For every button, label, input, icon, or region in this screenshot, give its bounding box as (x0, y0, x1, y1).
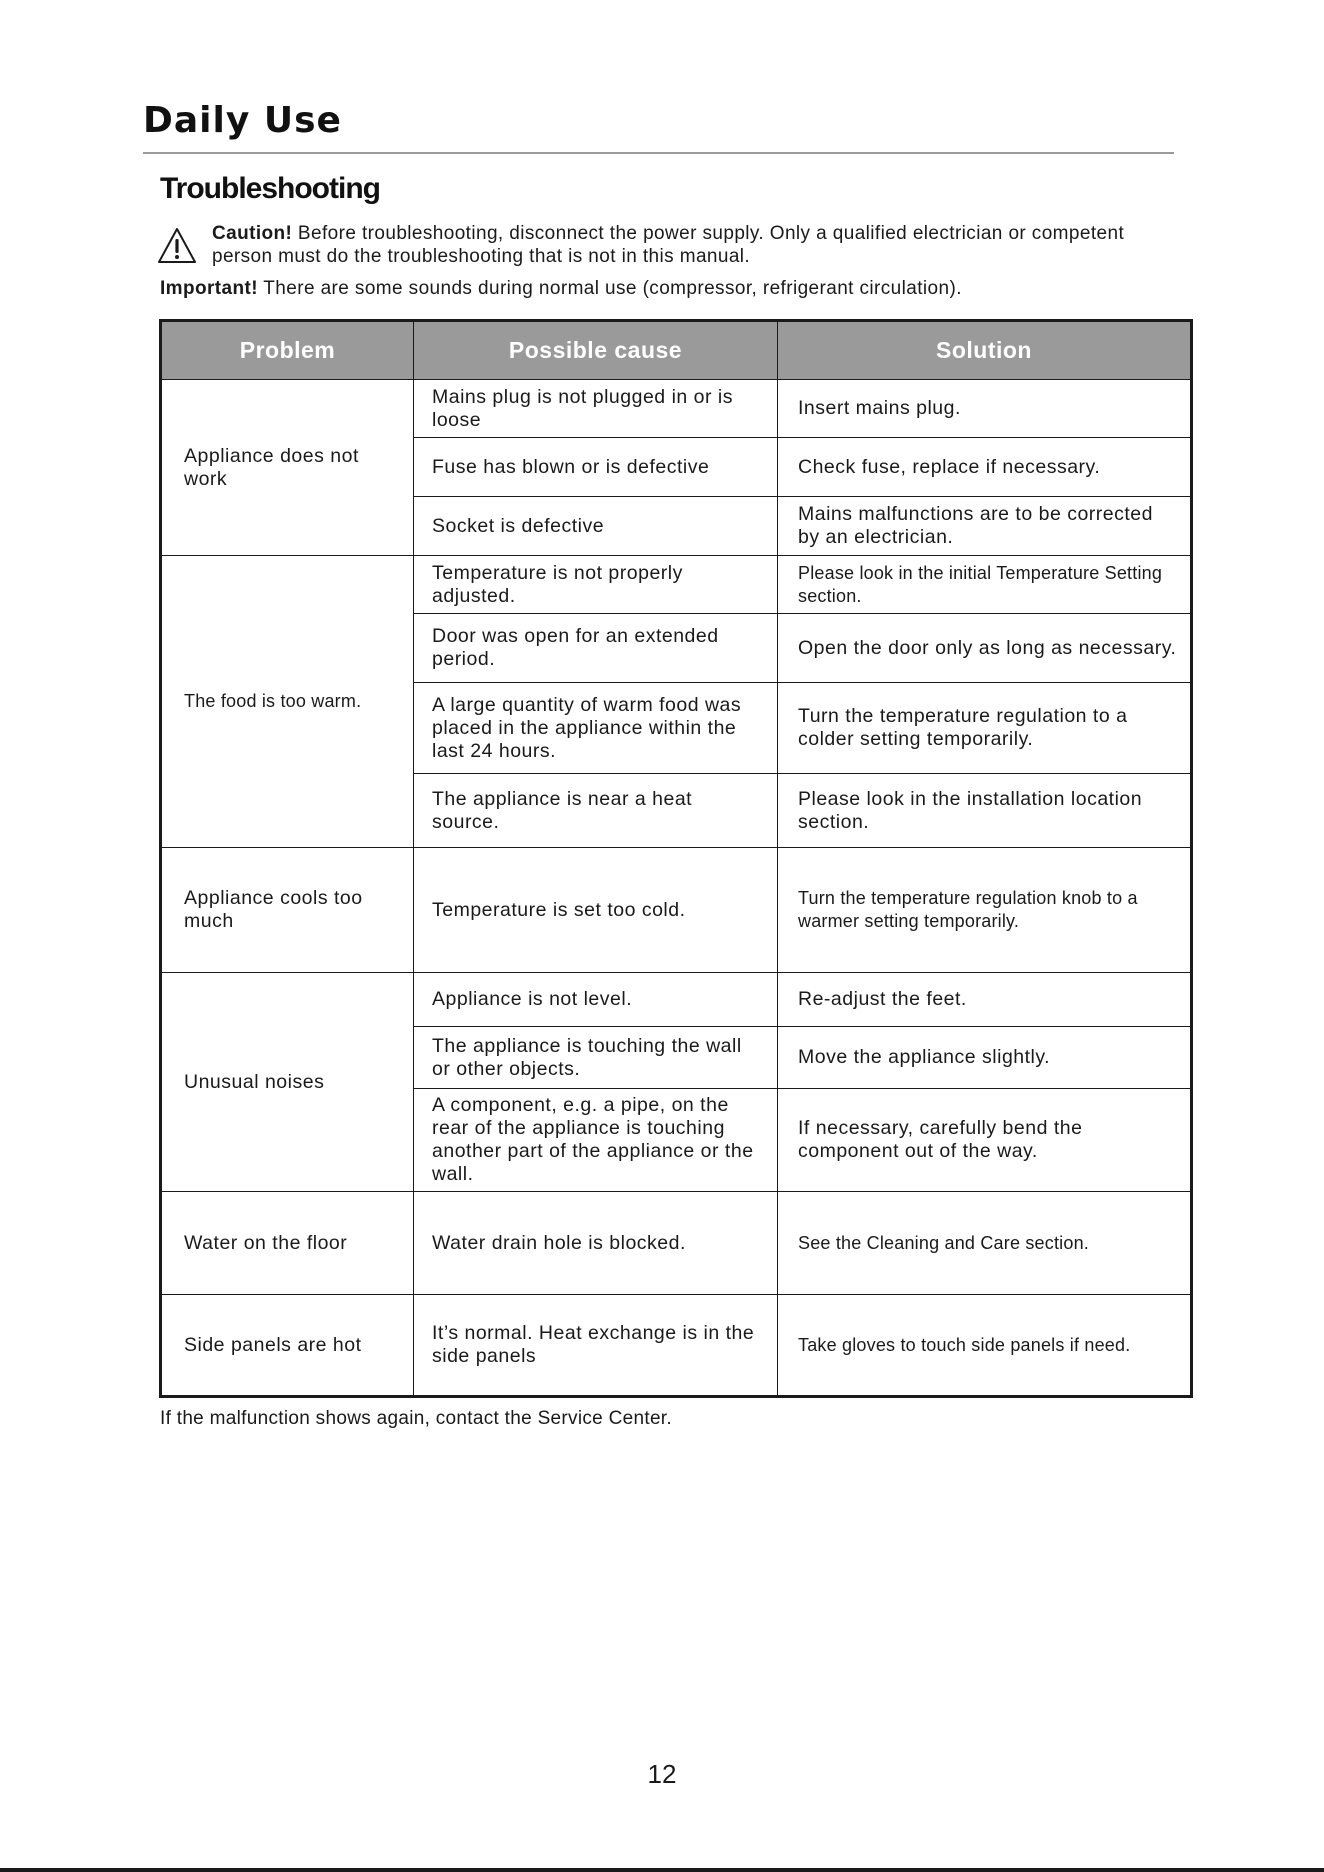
caution-text (212, 222, 1166, 268)
solution-cell: Open the door only as long as necessary. (778, 614, 1192, 683)
cause-cell: Temperature is set too cold. (414, 848, 778, 973)
title-divider (143, 152, 1174, 154)
cause-cell: It’s normal. Heat exchange is in the side panels (414, 1295, 778, 1397)
solution-cell: Insert mains plug. (778, 380, 1192, 438)
warning-triangle-icon (156, 226, 198, 266)
footer-note: If the malfunction shows again, contact the Service Center. (160, 1408, 672, 1429)
solution-cell: Check fuse, replace if necessary. (778, 438, 1192, 497)
cause-cell: A large quantity of warm food was placed in the appliance within the last 24 hours. (414, 683, 778, 774)
cause-cell: Appliance is not level. (414, 973, 778, 1027)
page-title: Troubleshooting (160, 172, 380, 205)
cause-cell: A component, e.g. a pipe, on the rear of the appliance is touching another part of the appliance or the wall. (414, 1089, 778, 1192)
solution-cell: Turn the temperature regulation to a colder setting temporarily. (778, 683, 1192, 774)
caution-notice (156, 222, 1166, 268)
column-header-possible-cause: Possible cause (414, 321, 778, 380)
cause-cell: The appliance is touching the wall or other objects. (414, 1027, 778, 1089)
column-header-problem: Problem (161, 321, 414, 380)
page-bottom-border (0, 1868, 1324, 1872)
problem-cell: Water on the floor (161, 1192, 414, 1295)
problem-cell: Side panels are hot (161, 1295, 414, 1397)
section-title: Daily Use (143, 100, 342, 141)
page-number: 12 (647, 1759, 677, 1789)
cause-cell: Socket is defective (414, 497, 778, 556)
table-row (161, 1192, 1192, 1295)
important-body: There are some sounds during normal use (compressor, refrigerant circulation). (257, 278, 962, 299)
solution-cell: Mains malfunctions are to be corrected by an electrician. (778, 497, 1192, 556)
problem-cell: Appliance cools too much (161, 848, 414, 973)
problem-cell: The food is too warm. (161, 556, 414, 848)
solution-cell: Please look in the initial Temperature Setting section. (778, 556, 1192, 614)
table-row (161, 556, 1192, 614)
caution-label: Caution! (212, 223, 293, 244)
cause-cell: Mains plug is not plugged in or is loose (414, 380, 778, 438)
table-row (161, 1295, 1192, 1397)
solution-cell: See the Cleaning and Care section. (778, 1192, 1192, 1295)
solution-cell: Please look in the installation location section. (778, 774, 1192, 848)
table-row (161, 848, 1192, 973)
table-row (161, 380, 1192, 438)
problem-cell: Unusual noises (161, 973, 414, 1192)
solution-cell: Move the appliance slightly. (778, 1027, 1192, 1089)
solution-cell: If necessary, carefully bend the component out of the way. (778, 1089, 1192, 1192)
solution-cell: Take gloves to touch side panels if need. (778, 1295, 1192, 1397)
troubleshooting-table (159, 319, 1193, 1398)
solution-cell: Turn the temperature regulation knob to a warmer setting temporarily. (778, 848, 1192, 973)
cause-cell: Fuse has blown or is defective (414, 438, 778, 497)
caution-body: Before troubleshooting, disconnect the power supply. Only a qualified electrician or competent person must do the troubleshooting that is not in this manual. (212, 223, 1125, 267)
important-notice (160, 277, 1170, 300)
problem-cell: Appliance does not work (161, 380, 414, 556)
table-header-row (161, 321, 1192, 380)
table-row (161, 973, 1192, 1027)
cause-cell: Water drain hole is blocked. (414, 1192, 778, 1295)
column-header-solution: Solution (778, 321, 1192, 380)
cause-cell: Temperature is not properly adjusted. (414, 556, 778, 614)
solution-cell: Re-adjust the feet. (778, 973, 1192, 1027)
cause-cell: The appliance is near a heat source. (414, 774, 778, 848)
cause-cell: Door was open for an extended period. (414, 614, 778, 683)
important-label: Important! (160, 278, 258, 299)
